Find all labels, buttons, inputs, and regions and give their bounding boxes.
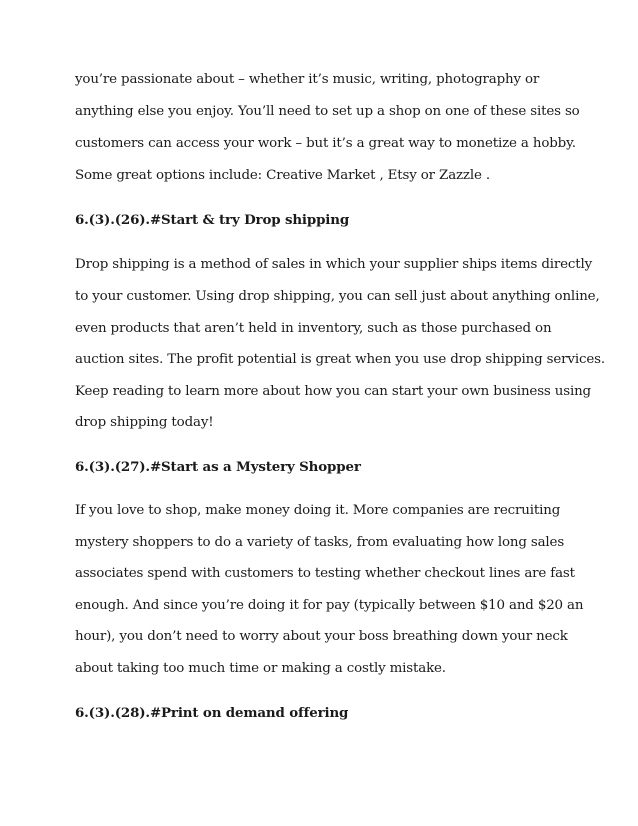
paragraph-line: Drop shipping is a method of sales in which your supplier ships items directly xyxy=(75,257,593,272)
paragraph-line: about taking too much time or making a costly mistake. xyxy=(75,661,446,676)
section-heading-print-on-demand: 6.(3).(28).#Print on demand offering xyxy=(75,705,349,721)
paragraph-line: even products that aren’t held in inventory, such as those purchased on xyxy=(75,321,552,336)
paragraph-line: Some great options include: Creative Market , Etsy or Zazzle . xyxy=(75,168,490,183)
section-heading-mystery-shopper: 6.(3).(27).#Start as a Mystery Shopper xyxy=(75,459,361,475)
paragraph-line: drop shipping today! xyxy=(75,415,214,430)
paragraph-line: Keep reading to learn more about how you can start your own business using xyxy=(75,384,591,399)
paragraph-line: anything else you enjoy. You’ll need to set up a shop on one of these sites so xyxy=(75,104,580,119)
section-heading-drop-shipping: 6.(3).(26).#Start & try Drop shipping xyxy=(75,212,350,228)
paragraph-line: to your customer. Using drop shipping, you can sell just about anything online, xyxy=(75,289,600,304)
paragraph-line: auction sites. The profit potential is great when you use drop shipping services. xyxy=(75,352,605,367)
paragraph-line: you’re passionate about – whether it’s music, writing, photography or xyxy=(75,72,540,87)
paragraph-line: associates spend with customers to testing whether checkout lines are fast xyxy=(75,566,575,581)
paragraph-line: mystery shoppers to do a variety of tasks, from evaluating how long sales xyxy=(75,535,565,550)
paragraph-line: customers can access your work – but it’s a great way to monetize a hobby. xyxy=(75,136,576,151)
paragraph-line: enough. And since you’re doing it for pay (typically between $10 and $20 an xyxy=(75,598,584,613)
paragraph-line: hour), you don’t need to worry about your boss breathing down your neck xyxy=(75,629,568,644)
paragraph-line: If you love to shop, make money doing it. More companies are recruiting xyxy=(75,503,561,518)
